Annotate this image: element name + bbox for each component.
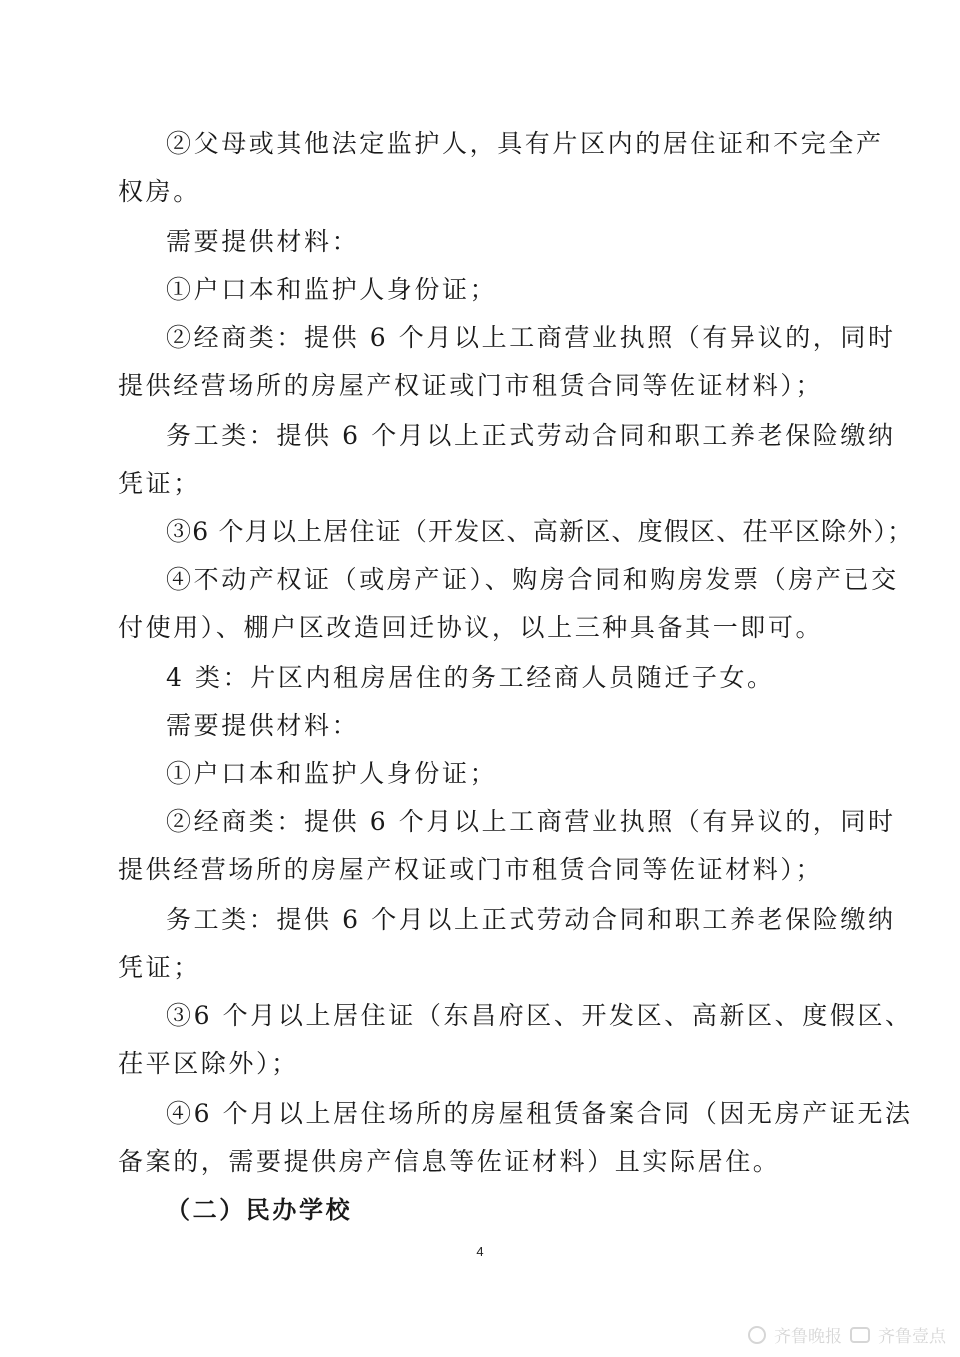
paragraph-line: 茌平区除外）； [118,1049,299,1078]
page-number: 4 [476,1244,484,1259]
paragraph-line: 凭证； [118,953,201,982]
paragraph-line: ②经商类：提供 6 个月以上工商营业执照（有异议的，同时 [166,807,896,836]
paragraph-line: 务工类：提供 6 个月以上正式劳动合同和职工养老保险缴纳 [166,905,896,934]
paragraph-line: ②经商类：提供 6 个月以上工商营业执照（有异议的，同时 [166,323,896,352]
watermark-source-one: 齐鲁晚报 [774,1327,842,1347]
paragraph-line: 务工类：提供 6 个月以上正式劳动合同和职工养老保险缴纳 [166,421,896,450]
paragraph-line: ④不动产权证（或房产证）、购房合同和购房发票（房产已交 [166,565,899,594]
paragraph-line: ③6 个月以上居住证（开发区、高新区、度假区、茌平区除外）； [166,517,914,546]
paragraph-line: 需要提供材料： [166,711,360,740]
paragraph-line: 4 类：片区内租房居住的务工经商人员随迁子女。 [166,663,775,692]
paragraph-line: ②父母或其他法定监护人，具有片区内的居住证和不完全产 [166,129,884,158]
paragraph-line: ④6 个月以上居住场所的房屋租赁备案合同（因无房产证无法 [166,1099,913,1128]
watermark [748,1322,946,1347]
paragraph-line: ③6 个月以上居住证（东昌府区、开发区、高新区、度假区、 [166,1001,913,1030]
watermark-logo-icon [748,1326,766,1344]
paragraph-line: ①户口本和监护人身份证； [166,759,498,788]
watermark-source-two: 齐鲁壹点 [878,1327,946,1347]
paragraph-line: 付使用）、棚户区改造回迁协议，以上三种具备其一即可。 [118,613,824,642]
paragraph-line: 需要提供材料： [166,227,360,256]
section-heading: （二）民办学校 [166,1196,353,1224]
watermark-box-icon [850,1327,870,1343]
paragraph-line: ①户口本和监护人身份证； [166,275,498,304]
paragraph-line: 凭证； [118,469,201,498]
paragraph-line: 备案的，需要提供房产信息等佐证材料）且实际居住。 [118,1147,781,1176]
paragraph-line: 权房。 [118,177,201,206]
paragraph-line: 提供经营场所的房屋产权证或门市租赁合同等佐证材料）； [118,855,824,884]
paragraph-line: 提供经营场所的房屋产权证或门市租赁合同等佐证材料）； [118,371,824,400]
